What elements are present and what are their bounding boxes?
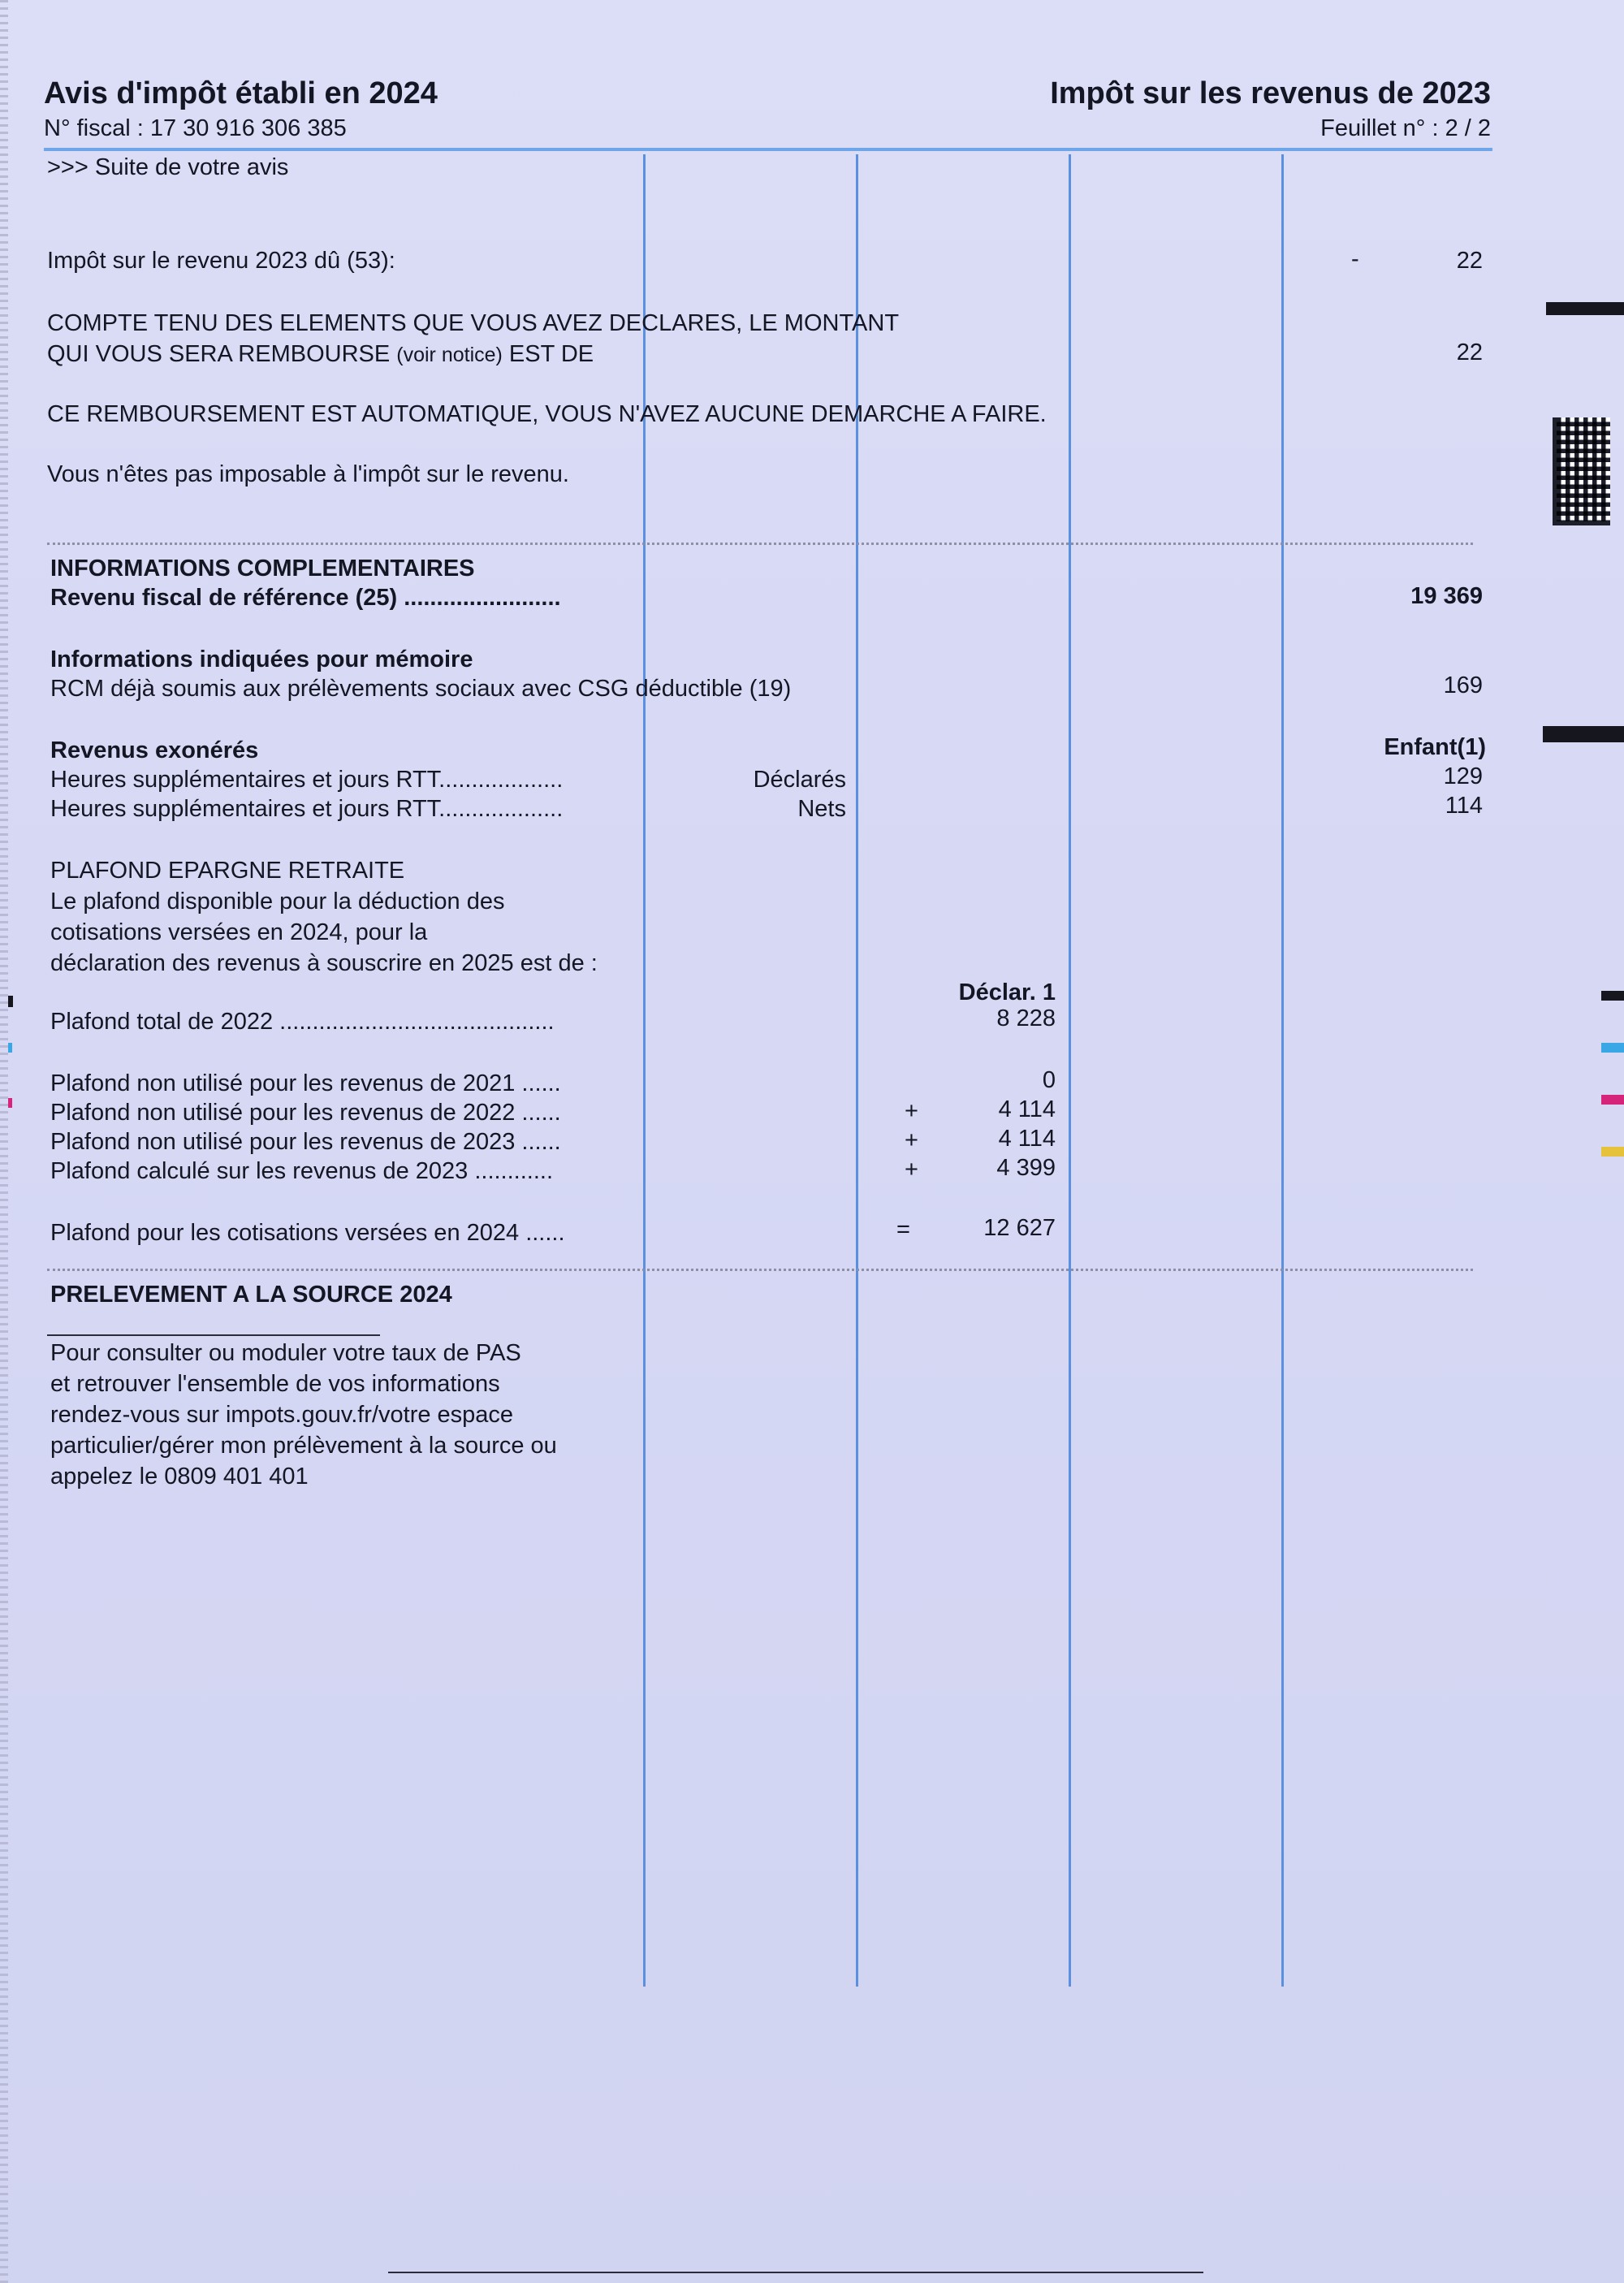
rfr-value: 19 369 [1410, 583, 1483, 609]
memo-heading: Informations indiquées pour mémoire [50, 646, 473, 672]
plafond-final-value: 12 627 [983, 1215, 1056, 1241]
plafond-total-label: Plafond total de 2022 .......................................... [50, 1009, 555, 1035]
column-rule-3 [1069, 154, 1071, 1987]
refund-line-2a: QUI VOUS SERA REMBOURSE [47, 341, 391, 367]
notice-title: Avis d'impôt établi en 2024 [44, 76, 438, 110]
plafond-row-value: 4 114 [998, 1096, 1056, 1122]
registration-mark [1543, 726, 1624, 742]
plafond-row-sign: + [905, 1098, 918, 1124]
rfr-label: Revenu fiscal de référence (25) ........................ [50, 585, 561, 611]
plafond-final-sign: = [896, 1217, 910, 1243]
left-edge-mark [8, 996, 13, 1007]
pas-heading: PRELEVEMENT A LA SOURCE 2024 [50, 1282, 452, 1308]
overtime-declared-label: Heures supplémentaires et jours RTT................... [50, 767, 564, 793]
plafond-row-sign: + [905, 1157, 918, 1183]
pas-line-2: et retrouver l'ensemble de vos informations [50, 1371, 500, 1397]
pas-line-1: Pour consulter ou moduler votre taux de PAS [50, 1340, 521, 1366]
overtime-net-value: 114 [1445, 793, 1483, 819]
pas-line-3: rendez-vous sur impots.gouv.fr/votre espace [50, 1402, 514, 1428]
cyan-mark [1601, 1043, 1624, 1053]
refund-value: 22 [1456, 339, 1483, 365]
registration-mark [1546, 302, 1624, 315]
tax-due-label: Impôt sur le revenu 2023 dû (53): [47, 248, 395, 274]
overtime-declared-value: 129 [1443, 763, 1483, 789]
plafond-row-label: Plafond calculé sur les revenus de 2023 ............ [50, 1158, 554, 1184]
overtime-net-tag: Nets [797, 796, 846, 822]
pas-line-5: appelez le 0809 401 401 [50, 1464, 309, 1490]
refund-line-2 [47, 341, 594, 368]
plafond-row-label: Plafond non utilisé pour les revenus de 2023 ...... [50, 1129, 561, 1155]
plafond-total-value: 8 228 [996, 1005, 1056, 1031]
fiscal-number: N° fiscal : 17 30 916 306 385 [44, 115, 347, 141]
plafond-row-value: 4 399 [996, 1155, 1056, 1181]
yellow-mark [1601, 1147, 1624, 1157]
column-rule-1 [643, 154, 646, 1987]
pas-line-4: particulier/gérer mon prélèvement à la source ou [50, 1433, 557, 1459]
magenta-mark [1601, 1095, 1624, 1105]
refund-line-2c: EST DE [508, 341, 594, 367]
registration-mark [1601, 991, 1624, 1001]
overtime-net-label: Heures supplémentaires et jours RTT................... [50, 796, 564, 822]
left-edge-cyan-mark [8, 1043, 12, 1053]
section-divider-2 [47, 1269, 1473, 1271]
rcm-label: RCM déjà soumis aux prélèvements sociaux avec CSG déductible (19) [50, 676, 792, 702]
exempt-column-header: Enfant(1) [1384, 734, 1486, 760]
column-rule-2 [856, 154, 858, 1987]
plafond-row-label: Plafond non utilisé pour les revenus de 2021 ...... [50, 1070, 561, 1096]
plafond-row-sign: + [905, 1127, 918, 1153]
pas-underline [47, 1334, 380, 1336]
overtime-declared-tag: Déclarés [753, 767, 846, 793]
column-rule-4 [1281, 154, 1284, 1987]
plafond-row-value: 0 [1042, 1067, 1056, 1093]
plafond-final-label: Plafond pour les cotisations versées en 2024 ...... [50, 1220, 565, 1246]
plafond-row-value: 4 114 [998, 1126, 1056, 1152]
retirement-intro-2: cotisations versées en 2024, pour la [50, 919, 428, 945]
continuation-note: >>> Suite de votre avis [47, 154, 289, 180]
rcm-value: 169 [1443, 672, 1483, 698]
declarant-column-header: Déclar. 1 [958, 979, 1056, 1005]
retirement-intro-3: déclaration des revenus à souscrire en 2025 est de : [50, 950, 598, 976]
bottom-divider [388, 2272, 1203, 2273]
left-edge-magenta-mark [8, 1098, 12, 1108]
refund-line-1: COMPTE TENU DES ELEMENTS QUE VOUS AVEZ DECLARES, LE MONTANT [47, 310, 900, 336]
sheet-number: Feuillet n° : 2 / 2 [1320, 115, 1491, 141]
tax-due-dash: - [1351, 246, 1359, 272]
income-year-title: Impôt sur les revenus de 2023 [1050, 76, 1491, 110]
not-taxable-notice: Vous n'êtes pas imposable à l'impôt sur le revenu. [47, 461, 569, 487]
auto-refund-notice: CE REMBOURSEMENT EST AUTOMATIQUE, VOUS N'AVEZ AUCUNE DEMARCHE A FAIRE. [47, 401, 1047, 427]
header-divider [44, 148, 1492, 151]
retirement-intro-1: Le plafond disponible pour la déduction des [50, 889, 505, 914]
retirement-heading: PLAFOND EPARGNE RETRAITE [50, 858, 405, 884]
tax-due-value: 22 [1456, 248, 1483, 274]
refund-notice-ref: (voir notice) [396, 344, 503, 366]
info-heading: INFORMATIONS COMPLEMENTAIRES [50, 556, 475, 582]
plafond-row-label: Plafond non utilisé pour les revenus de 2022 ...... [50, 1100, 561, 1126]
perforation-edge [0, 0, 8, 2283]
section-divider-1 [47, 543, 1473, 545]
exempt-heading: Revenus exonérés [50, 737, 259, 763]
datamatrix-code [1553, 417, 1610, 525]
